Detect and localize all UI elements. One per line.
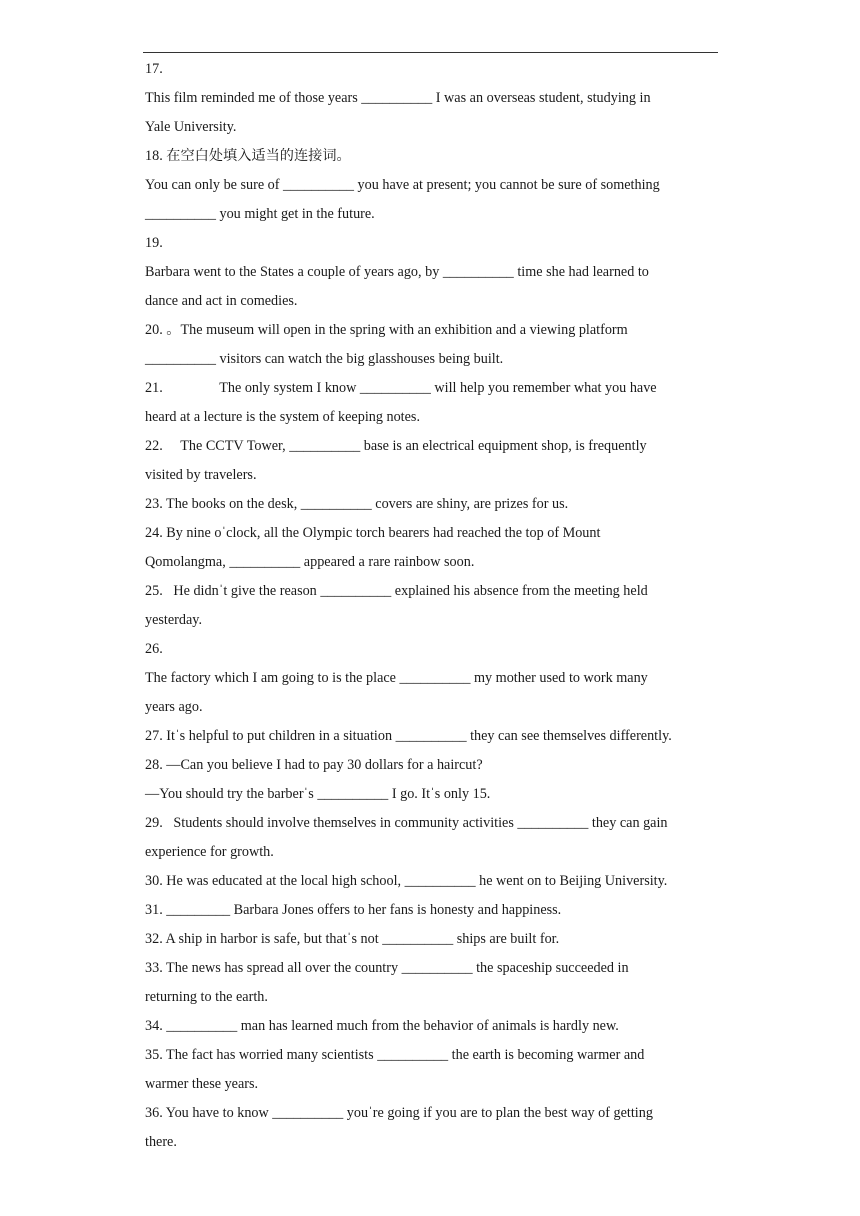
question-text-line: heard at a lecture is the system of keeping notes. bbox=[145, 409, 420, 425]
question-text-line: 28. —Can you believe I had to pay 30 dollars for a haircut? bbox=[145, 757, 483, 773]
question-item bbox=[145, 147, 720, 223]
question-text-line: 18. 在空白处填入适当的连接词。 bbox=[145, 148, 351, 164]
question-text-line: 19. bbox=[145, 235, 163, 251]
question-item bbox=[145, 640, 720, 716]
question-text-line: __________ visitors can watch the big glasshouses being built. bbox=[145, 351, 504, 367]
question-text-line: You can only be sure of __________ you have at present; you cannot be sure of something bbox=[145, 177, 660, 193]
question-item bbox=[145, 234, 720, 310]
question-text-line: 26. bbox=[145, 641, 163, 657]
question-text-line: Qomolangma, __________ appeared a rare rainbow soon. bbox=[145, 554, 475, 570]
question-list bbox=[145, 60, 720, 1151]
question-text-line: Barbara went to the States a couple of years ago, by __________ time she had learned to bbox=[145, 264, 649, 280]
question-text-line: —You should try the barberˈs __________ I go. Itˈs only 15. bbox=[145, 786, 491, 802]
question-item bbox=[145, 756, 720, 803]
question-text-line: years ago. bbox=[145, 699, 203, 715]
question-text-line: 27. Itˈs helpful to put children in a situation __________ they can see themselves differently. bbox=[145, 728, 672, 744]
question-text-line: 32. A ship in harbor is safe, but thatˈs not __________ ships are built for. bbox=[145, 931, 560, 947]
question-text-line: 22. The CCTV Tower, __________ base is an electrical equipment shop, is frequently bbox=[145, 438, 647, 454]
header-rule bbox=[143, 52, 718, 53]
question-item bbox=[145, 524, 720, 571]
question-text-line: 24. By nine oˈclock, all the Olympic torch bearers had reached the top of Mount bbox=[145, 525, 601, 541]
question-item bbox=[145, 321, 720, 368]
question-item bbox=[145, 379, 720, 426]
question-text-line: 34. __________ man has learned much from the behavior of animals is hardly new. bbox=[145, 1018, 619, 1034]
question-text-line: 33. The news has spread all over the country __________ the spaceship succeeded in bbox=[145, 960, 629, 976]
question-item bbox=[145, 930, 720, 948]
question-item bbox=[145, 872, 720, 890]
question-item bbox=[145, 437, 720, 484]
question-text-line: dance and act in comedies. bbox=[145, 293, 298, 309]
question-text-line: __________ you might get in the future. bbox=[145, 206, 375, 222]
question-text-line: visited by travelers. bbox=[145, 467, 257, 483]
question-text-line: 23. The books on the desk, __________ covers are shiny, are prizes for us. bbox=[145, 496, 569, 512]
question-item bbox=[145, 727, 720, 745]
question-text-line: This film reminded me of those years __________ I was an overseas student, studying in bbox=[145, 90, 651, 106]
question-text-line: there. bbox=[145, 1134, 177, 1150]
question-item bbox=[145, 1017, 720, 1035]
question-item bbox=[145, 582, 720, 629]
question-text-line: 25. He didnˈt give the reason __________ explained his absence from the meeting held bbox=[145, 583, 648, 599]
question-item bbox=[145, 814, 720, 861]
question-text-line: 30. He was educated at the local high school, __________ he went on to Beijing University. bbox=[145, 873, 668, 889]
question-item bbox=[145, 60, 720, 136]
question-text-line: 31. _________ Barbara Jones offers to her fans is honesty and happiness. bbox=[145, 902, 562, 918]
question-text-line: returning to the earth. bbox=[145, 989, 268, 1005]
question-text-line: 29. Students should involve themselves in community activities __________ they can gain bbox=[145, 815, 668, 831]
question-text-line: 36. You have to know __________ youˈre going if you are to plan the best way of getting bbox=[145, 1105, 653, 1121]
question-text-line: yesterday. bbox=[145, 612, 202, 628]
question-item bbox=[145, 959, 720, 1006]
question-text-line: 20. 。The museum will open in the spring with an exhibition and a viewing platform bbox=[145, 322, 628, 338]
question-text-line: 35. The fact has worried many scientists __________ the earth is becoming warmer and bbox=[145, 1047, 645, 1063]
question-item bbox=[145, 901, 720, 919]
question-item bbox=[145, 1104, 720, 1151]
question-text-line: Yale University. bbox=[145, 119, 237, 135]
question-text-line: 21. The only system I know __________ will help you remember what you have bbox=[145, 380, 657, 396]
question-item bbox=[145, 1046, 720, 1093]
question-text-line: experience for growth. bbox=[145, 844, 274, 860]
question-item bbox=[145, 495, 720, 513]
question-text-line: 17. bbox=[145, 61, 163, 77]
question-text-line: The factory which I am going to is the place __________ my mother used to work many bbox=[145, 670, 648, 686]
question-text-line: warmer these years. bbox=[145, 1076, 259, 1092]
